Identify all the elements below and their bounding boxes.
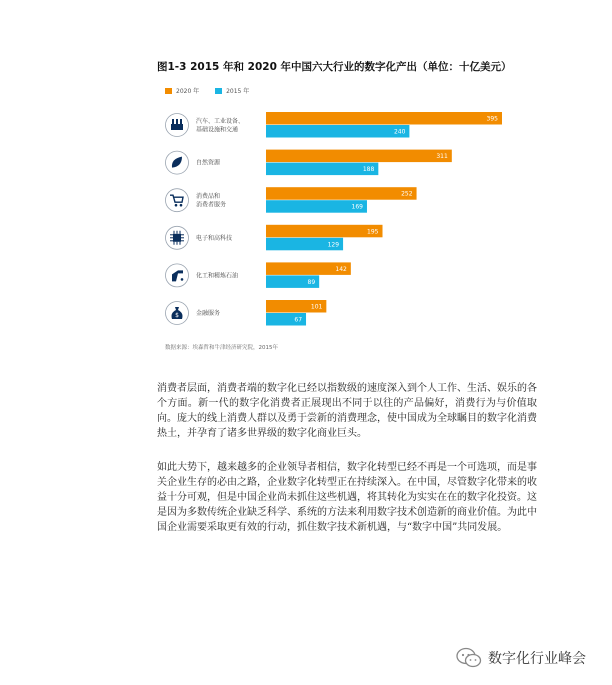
money-bag-icon (166, 302, 189, 325)
svg-text:$: $ (175, 312, 179, 319)
category-label: 自然资源 (196, 159, 221, 167)
wechat-watermark (456, 647, 586, 669)
category-label: 电子和高科技 (196, 234, 233, 242)
bar-value-label: 252 (401, 190, 413, 198)
category-label: 汽车、工业设备、基础设施和交通 (196, 117, 245, 134)
bar-value-label: 395 (486, 115, 498, 123)
bar-2020 (266, 150, 452, 163)
wechat-icon (456, 647, 482, 669)
figure-title: 图1-3 2015 年和 2020 年中国六大行业的数字化产出（单位：十亿美元） (157, 61, 512, 73)
bar-value-label: 129 (327, 241, 340, 249)
bar-2020 (266, 187, 417, 200)
watermark-text: 数字化行业峰会 (488, 651, 586, 667)
bar-value-label: 89 (307, 278, 316, 286)
bar-value-label: 169 (351, 203, 363, 211)
bar-value-label: 311 (436, 153, 448, 161)
category-label: 化工和精炼石油 (196, 272, 239, 280)
leaf-icon (166, 151, 189, 174)
bar-2020 (266, 112, 502, 125)
body-paragraph-2: 如此大势下，越来越多的企业领导者相信，数字化转型已经不再是一个可选项，而是事关企业生存的必由之路，企业数字化转型正在持续深入。在中国，尽管数字化带来的收益十分可观，但是中国企业尚未抓住这些机遇，将其转化为实实在在的数字化投资。这是因为多数传统企业缺乏科学、系统的方法来利用数字技术创造新的商业价值。为此中国企业需要采取更有效的行动，抓住数字技术新机遇，与“数字中国”共同发展。 (157, 462, 537, 533)
bar-2020 (266, 225, 383, 238)
figure-source: 数据来源：埃森哲和牛津经济研究院，2015年 (165, 345, 278, 351)
bar-chart (0, 0, 612, 340)
legend-label-2015: 2015 年 (226, 88, 250, 95)
chip-icon (166, 226, 189, 249)
bar-value-label: 240 (393, 128, 406, 136)
body-paragraph-1: 消费者层面，消费者端的数字化已经以指数级的速度深入到个人工作、生活、娱乐的各个方面。新一代的数字化消费者正展现出不同于以往的产品偏好，消费行为与价值取向。庞大的线上消费人群以及勇于尝新的消费理念，使中国成为全球瞩目的数字化消费热土，并孕育了诸多世界级的数字化商业巨头。 (157, 383, 537, 439)
category-label: 消费品和消费者服务 (196, 192, 227, 209)
bar-value-label: 67 (294, 316, 303, 324)
bar-value-label: 101 (310, 303, 323, 311)
bar-value-label: 142 (335, 265, 347, 273)
factory-icon (166, 114, 189, 137)
bar-2015 (266, 125, 409, 138)
fuel-nozzle-icon (166, 264, 189, 287)
category-label: 金融服务 (196, 310, 221, 317)
legend-label-2020: 2020 年 (176, 88, 200, 95)
bar-value-label: 195 (367, 228, 379, 236)
cart-icon (166, 189, 189, 212)
bar-2015 (266, 163, 378, 176)
bar-value-label: 188 (362, 166, 375, 174)
